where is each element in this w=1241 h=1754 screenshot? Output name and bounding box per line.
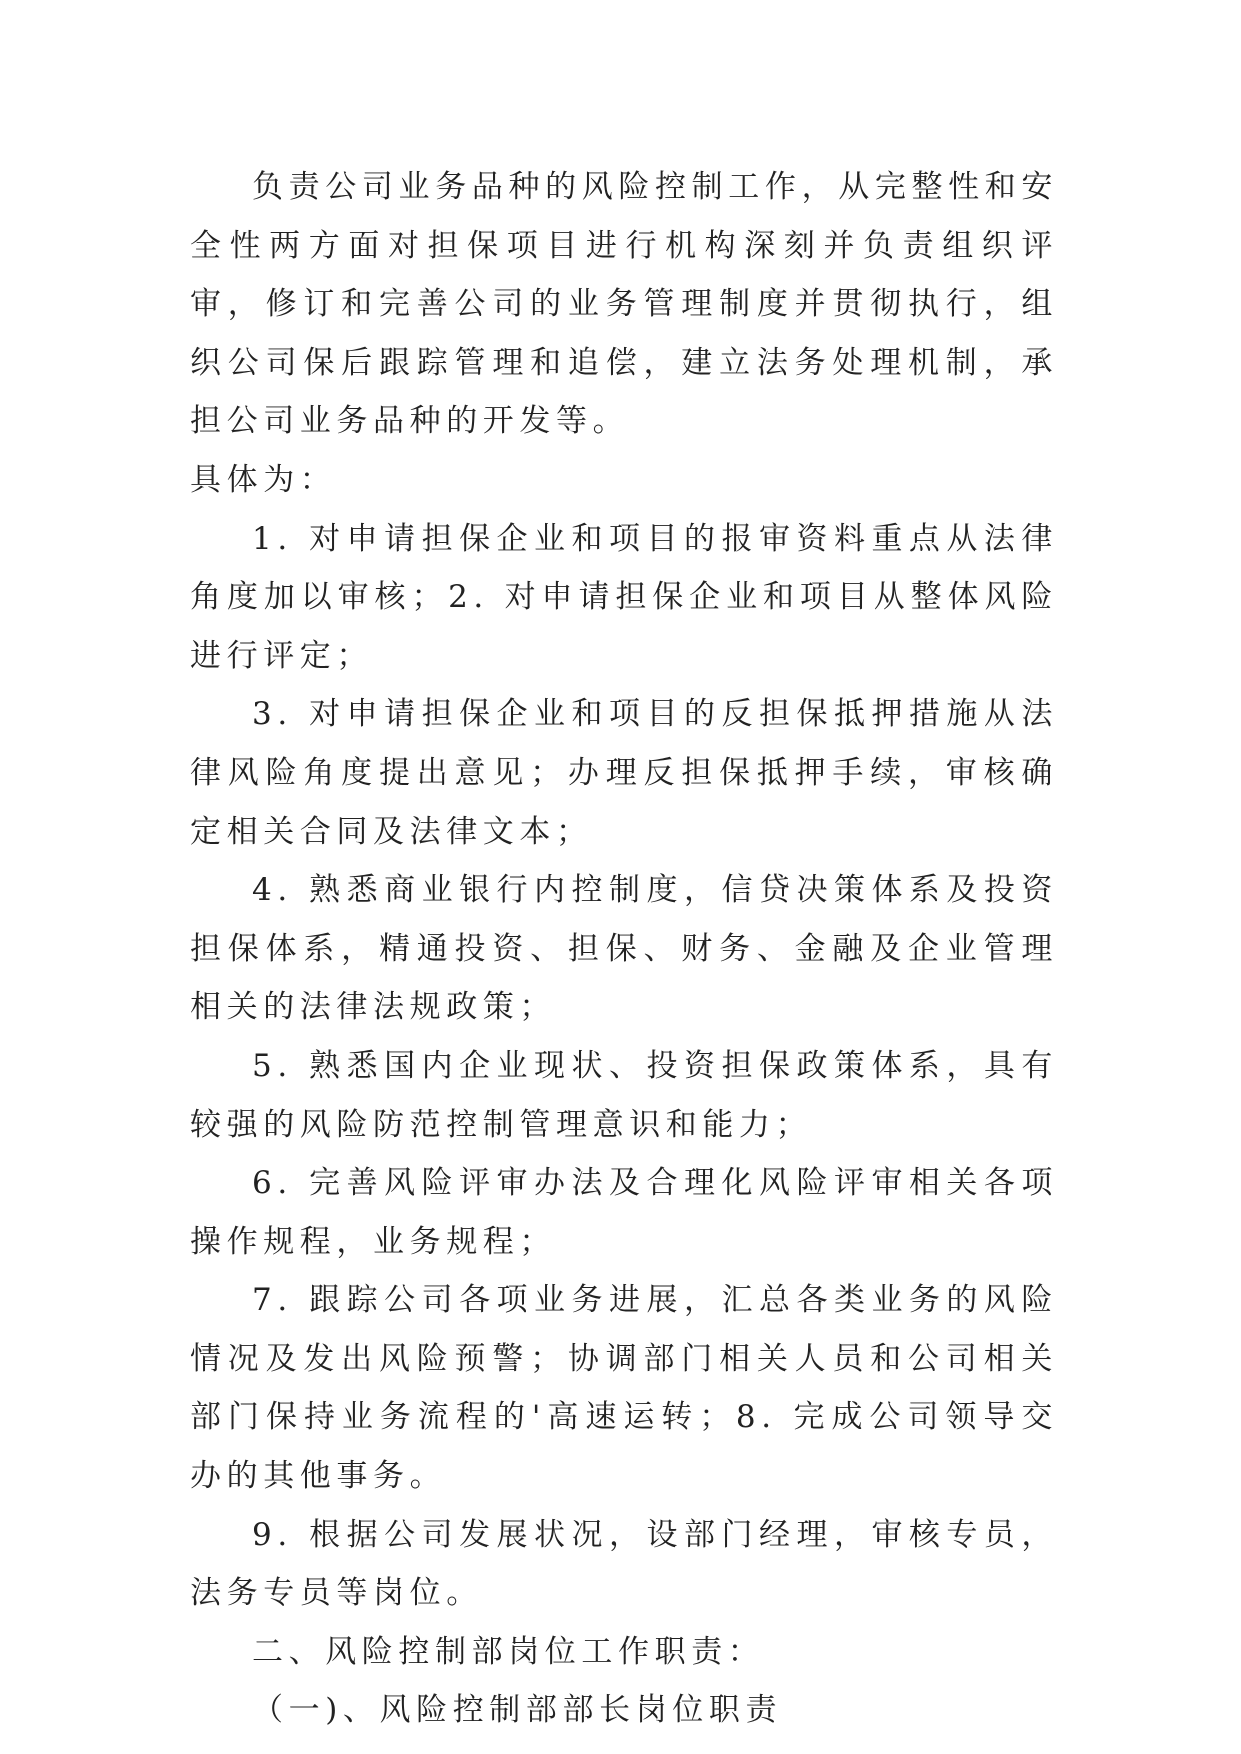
paragraph-item-5: 5. 熟悉国内企业现状、投资担保政策体系，具有较强的风险防范控制管理意识和能力； — [190, 1047, 1058, 1143]
paragraph-department-duties: 负责公司业务品种的风险控制工作，从完整性和安全性两方面对担保项目进行机构深刻并负责组织评审，修订和完善公司的业务管理制度并贯彻执行，组织公司保后跟踪管理和追偿，建立法务处理机制，承担公司业务品种的开发等。 — [190, 169, 1058, 440]
paragraph-item-1-2: 1. 对申请担保企业和项目的报审资料重点从法律角度加以审核；2. 对申请担保企业和项目从整体风险进行评定； — [190, 520, 1058, 674]
paragraph-item-7-8: 7. 跟踪公司各项业务进展，汇总各类业务的风险情况及发出风险预警；协调部门相关人员和公司相关部门保持业务流程的'高速运转；8. 完成公司领导交办的其他事务。 — [190, 1282, 1058, 1495]
paragraph-item-3: 3. 对申请担保企业和项目的反担保抵押措施从法律风险角度提出意见；办理反担保抵押手续，审核确定相关合同及法律文本； — [190, 696, 1058, 850]
document-body — [190, 158, 1058, 1740]
paragraph-item-4: 4. 熟悉商业银行内控制度，信贷决策体系及投资担保体系，精通投资、担保、财务、金融及企业管理相关的法律法规政策； — [190, 872, 1058, 1026]
paragraph-item-6: 6. 完善风险评审办法及合理化风险评审相关各项操作规程，业务规程； — [190, 1165, 1058, 1260]
paragraph-item-9: 9. 根据公司发展状况，设部门经理，审核专员，法务专员等岗位。 — [190, 1516, 1058, 1612]
section-heading-2: 二、风险控制部岗位工作职责： — [252, 1633, 765, 1670]
subsection-heading-1: （一)、风险控制部部长岗位职责 — [252, 1692, 783, 1729]
paragraph-specifics-heading: 具体为： — [190, 461, 337, 498]
